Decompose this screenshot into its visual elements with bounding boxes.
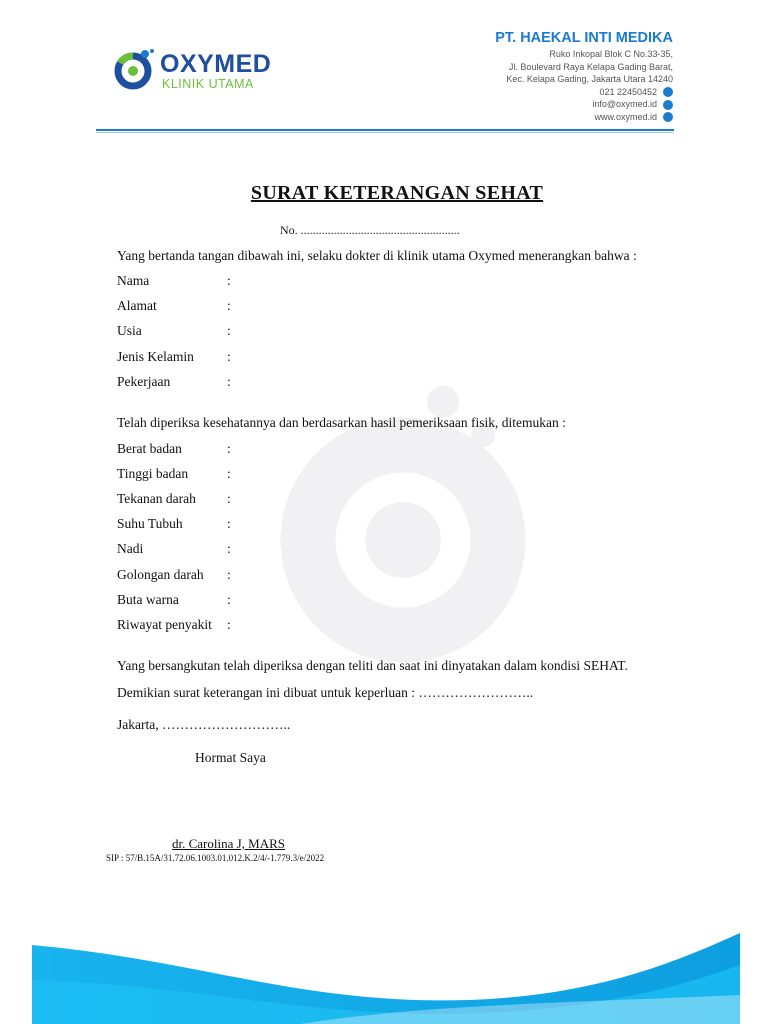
phone-icon: [663, 87, 673, 97]
globe-icon: [663, 112, 673, 122]
field-label-nama: Nama: [117, 273, 150, 288]
field-label-tekanan-darah: Tekanan darah: [117, 491, 196, 506]
field-colon: :: [227, 273, 231, 288]
field-label-jenis-kelamin: Jenis Kelamin: [117, 349, 194, 364]
field-label-usia: Usia: [117, 323, 142, 338]
field-colon: :: [227, 323, 231, 338]
field-label-golongan-darah: Golongan darah: [117, 567, 204, 582]
field-colon: :: [227, 441, 231, 456]
statement-text: Yang bersangkutan telah diperiksa dengan teliti dan saat ini dinyatakan dalam kondisi SEHAT.: [117, 658, 628, 673]
field-colon: :: [227, 567, 231, 582]
field-colon: :: [227, 374, 231, 389]
email-contact: [592, 98, 673, 111]
field-label-pekerjaan: Pekerjaan: [117, 374, 171, 389]
address-line: Jl. Boulevard Raya Kelapa Gading Barat,: [508, 61, 673, 72]
field-colon: :: [227, 617, 231, 632]
logo-subtext: KLINIK UTAMA: [162, 77, 254, 91]
header-divider-thin: [96, 132, 674, 133]
logo-text: OXYMED: [160, 50, 272, 78]
place-date-text: Jakarta, ………………………..: [117, 717, 291, 732]
field-colon: :: [227, 298, 231, 313]
phone-text: 021 22450452: [599, 86, 657, 97]
field-label-nadi: Nadi: [117, 541, 144, 556]
field-label-suhu-tubuh: Suhu Tubuh: [117, 516, 183, 531]
closing-text: Hormat Saya: [195, 750, 266, 765]
purpose-text: Demikian surat keterangan ini dibuat untuk keperluan : ……………………..: [117, 685, 534, 700]
email-icon: [663, 100, 673, 110]
company-name: PT. HAEKAL INTI MEDIKA: [495, 30, 673, 46]
phone-contact: [599, 86, 673, 99]
company-block: [413, 30, 673, 123]
field-label-berat-badan: Berat badan: [117, 441, 182, 456]
address-line: Ruko Inkopal Blok C No.33-35,: [549, 49, 673, 59]
field-colon: :: [227, 349, 231, 364]
field-colon: :: [227, 491, 231, 506]
footer-wave: [0, 925, 768, 1024]
field-label-alamat: Alamat: [117, 298, 157, 313]
intro-text: Yang bertanda tangan dibawah ini, selaku dokter di klinik utama Oxymed menerangkan bahwa :: [117, 248, 637, 263]
document-number: No. .....................................................: [280, 223, 460, 237]
field-label-buta-warna: Buta warna: [117, 592, 179, 607]
sip-number: SIP : 57/B.15A/31.72.06.1003.01.012.K.2/4/-1.779.3/e/2022: [106, 853, 325, 863]
email-text: info@oxymed.id: [592, 99, 657, 109]
doctor-name: dr. Carolina J, MARS: [172, 836, 286, 851]
field-colon: :: [227, 466, 231, 481]
address-line: Kec. Kelapa Gading, Jakarta Utara 14240: [506, 74, 673, 84]
field-label-riwayat-penyakit: Riwayat penyakit: [117, 617, 212, 632]
field-label-tinggi-badan: Tinggi badan: [117, 466, 189, 481]
document-title: SURAT KETERANGAN SEHAT: [250, 182, 544, 204]
field-colon: :: [227, 516, 231, 531]
field-colon: :: [227, 592, 231, 607]
website-text: www.oxymed.id: [594, 111, 657, 122]
exam-intro-text: Telah diperiksa kesehatannya dan berdasarkan hasil pemeriksaan fisik, ditemukan :: [117, 415, 566, 430]
website-contact: [594, 111, 673, 124]
header-divider: [96, 129, 674, 131]
field-colon: :: [227, 541, 231, 556]
